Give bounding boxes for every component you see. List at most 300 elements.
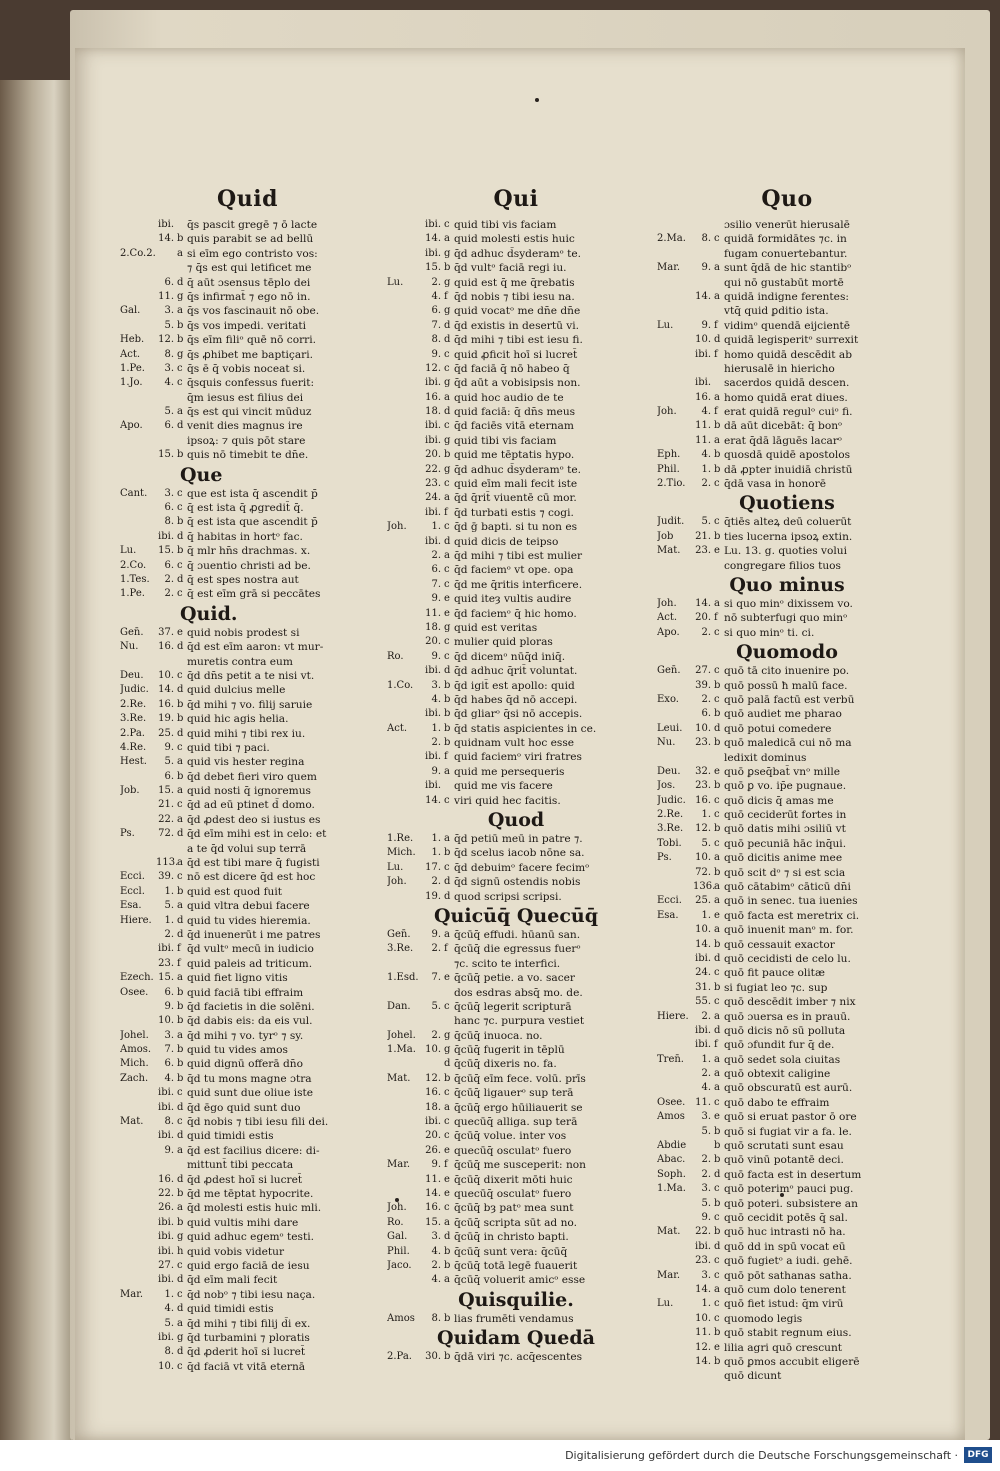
entry-text: quō cum dolo tenerent — [724, 1283, 846, 1296]
entry-text: quō tā cito inuenire po. — [724, 665, 850, 678]
concordance-entry — [657, 1125, 917, 1139]
entry-text: q̄ est ista q̄ ꝓgredit̄ q̄. — [187, 502, 304, 515]
chapter-number: 9. — [164, 1144, 174, 1156]
column-title: Quo — [761, 186, 813, 212]
book-reference — [120, 405, 156, 419]
concordance-entry — [387, 1014, 645, 1028]
section-letter: d — [177, 1173, 184, 1185]
chapter-number: 5. — [701, 1125, 711, 1137]
chapter-number: 12. — [425, 362, 441, 374]
section-letter: g — [444, 247, 451, 259]
book-reference — [387, 693, 423, 707]
section-letter: b — [444, 1312, 451, 1324]
book-reference — [657, 679, 693, 693]
book-reference — [387, 635, 423, 649]
entry-text: quō dicunt — [724, 1370, 782, 1383]
chapter-number — [156, 655, 177, 669]
chapter-number: 31. — [695, 981, 711, 993]
book-reference — [387, 333, 423, 347]
entry-text: q̄ aūt ɔsensus tēplo dei — [187, 276, 311, 289]
entry-text: quid vocatᵒ me dn̄e dn̄e — [454, 305, 581, 318]
entry-text: quō si fugiat vir a fa. le. — [724, 1125, 852, 1138]
chapter-number: 11. — [695, 1327, 711, 1339]
chapter-number: 2. — [431, 737, 441, 749]
chapter-number: 10. — [695, 924, 711, 936]
concordance-entry — [657, 966, 917, 980]
section-letter: c — [177, 741, 183, 753]
section-letter: b — [444, 262, 451, 274]
entry-text: si quo minᵒ dixissem vo. — [724, 597, 853, 610]
concordance-entry — [657, 348, 917, 362]
entry-text: quid timidi estis — [187, 1130, 274, 1143]
section-letter: b — [177, 545, 184, 557]
entry-text: quō ceciderūt fortes in — [724, 809, 847, 822]
chapter-number: 2. — [701, 1010, 711, 1022]
concordance-entry — [657, 290, 917, 304]
section-letter: f — [177, 957, 181, 969]
book-reference — [120, 1331, 156, 1345]
chapter-number: 12. — [695, 823, 711, 835]
book-reference — [657, 880, 693, 894]
book-reference: Ps. — [120, 828, 135, 840]
entry-text: quid faciemᵒ viri fratres — [454, 751, 582, 764]
concordance-entry — [657, 1312, 917, 1326]
chapter-number: 1. — [164, 1288, 174, 1300]
chapter-number: ibi. — [425, 377, 441, 389]
section-letter: c — [714, 996, 720, 1008]
concordance-entry — [387, 1057, 645, 1071]
chapter-number: ibi. — [158, 943, 174, 955]
chapter-number: 22. — [425, 463, 441, 475]
entry-text: quid me tēptatis hypo. — [454, 449, 575, 462]
entry-text: q̄cūq̄ eīm fece. volū. prīs — [454, 1072, 586, 1085]
concordance-entry — [657, 304, 917, 318]
book-reference — [120, 942, 156, 956]
concordance-entry — [387, 1173, 645, 1187]
book-reference: 1.Tes. — [120, 573, 150, 585]
book-reference — [120, 1000, 156, 1014]
chapter-number: 2. — [431, 876, 441, 888]
book-reference — [657, 362, 693, 376]
concordance-entry — [657, 333, 917, 347]
concordance-entry — [657, 544, 917, 558]
concordance-entry — [120, 434, 375, 448]
entry-text: q̄d signū ostendis nobis — [454, 876, 581, 889]
chapter-number: 7. — [431, 972, 441, 984]
entry-text: viri quid hec facitis. — [454, 794, 561, 807]
section-letter: a — [714, 895, 720, 907]
section-letter: a — [177, 1144, 183, 1156]
entry-text: q̄cūq̄ fugerit in tēplū — [454, 1044, 565, 1057]
section-heading: Quomodo — [736, 641, 838, 664]
section-letter: c — [714, 233, 720, 245]
entry-text: q̄d turbati estis ⁊ cogi. — [454, 506, 574, 519]
section-letter: d — [444, 406, 451, 418]
chapter-number: ibi. — [425, 420, 441, 432]
concordance-entry — [657, 419, 917, 433]
concordance-entry — [120, 448, 375, 462]
concordance-entry — [657, 1225, 917, 1239]
chapter-number: 11. — [695, 420, 711, 432]
entry-text: q̄d ēgo quid sunt duo — [187, 1101, 301, 1114]
section-letter: d — [444, 319, 451, 331]
entry-text: quid tibi vis faciam — [454, 434, 557, 447]
chapter-number: 7. — [431, 578, 441, 590]
entry-text: dos esdras absq̄ mo. de. — [454, 986, 583, 999]
concordance-entry — [657, 611, 917, 625]
chapter-number: 11. — [425, 607, 441, 619]
chapter-number: 14. — [425, 233, 441, 245]
concordance-entry — [120, 1086, 375, 1100]
chapter-number: 10. — [158, 1360, 174, 1372]
section-letter: g — [444, 377, 451, 389]
book-reference — [120, 218, 156, 232]
section-letter: c — [444, 1202, 450, 1214]
entry-text: quid vis hester regina — [187, 756, 305, 769]
entry-text: quid est veritas — [454, 621, 538, 634]
chapter-number: 11. — [695, 434, 711, 446]
section-letter: b — [714, 530, 721, 542]
section-letter: d — [714, 334, 721, 346]
book-reference: Lu. — [387, 276, 404, 288]
chapter-number: 3. — [431, 1231, 441, 1243]
book-reference: Nu. — [120, 641, 139, 653]
concordance-entry — [120, 827, 375, 841]
section-letter — [714, 751, 724, 765]
chapter-number: 3. — [164, 487, 174, 499]
entry-text: nō subterfugi quo minᵒ — [724, 612, 848, 625]
entry-text: q̄m iesus est filius dei — [187, 391, 304, 404]
chapter-number: 12. — [425, 1072, 441, 1084]
chapter-number: 16. — [695, 391, 711, 403]
chapter-number: 5. — [701, 837, 711, 849]
concordance-entry — [387, 736, 645, 750]
chapter-number — [156, 1158, 177, 1172]
section-letter: c — [714, 665, 720, 677]
book-reference — [387, 621, 423, 635]
chapter-number: 5. — [164, 1317, 174, 1329]
section-letter: b — [714, 1226, 721, 1238]
concordance-entry — [387, 1230, 645, 1244]
chapter-number: ibi. — [158, 1216, 174, 1228]
chapter-number: 10. — [695, 334, 711, 346]
chapter-number — [693, 247, 714, 261]
concordance-entry — [120, 319, 375, 333]
chapter-number: 7. — [431, 319, 441, 331]
chapter-number: 1. — [164, 914, 174, 926]
section-letter — [177, 1158, 187, 1172]
section-letter: d — [444, 1231, 451, 1243]
concordance-entry — [657, 808, 917, 822]
chapter-number: 2. — [164, 573, 174, 585]
entry-text: quō dd in spū vocat eū — [724, 1240, 846, 1253]
column-title: Quid — [217, 186, 278, 212]
entry-text: nō est dicere q̄d est hoc — [187, 871, 316, 884]
chapter-number: 3. — [431, 679, 441, 691]
book-reference — [657, 751, 693, 765]
section-letter: c — [177, 588, 183, 600]
entry-text: q̄cūq̄ volue. inter vos — [454, 1130, 567, 1143]
book-reference: Hiere. — [657, 1010, 689, 1022]
chapter-number: 8. — [164, 1346, 174, 1358]
entry-text: quō scrutati sunt esau — [724, 1140, 844, 1153]
entry-text: quō ɔfundit fur q̄ de. — [724, 1039, 835, 1052]
section-letter: b — [177, 1072, 184, 1084]
concordance-entry — [657, 1197, 917, 1211]
entry-text: q̄d mihi ⁊ tibi est mulier — [454, 549, 583, 562]
section-letter: c — [714, 1269, 720, 1281]
entry-text: erat q̄dā lāguēs lacarᵒ — [724, 434, 843, 447]
entry-text: quō cātabimᵒ cāticū dn̄i — [724, 881, 851, 894]
section-letter: a — [177, 972, 183, 984]
entry-text: q̄cūq̄ effudi. hūanū san. — [454, 928, 581, 941]
concordance-entry — [387, 376, 645, 390]
entry-text: dā aūt dicebāt: q̄ bonᵒ — [724, 420, 843, 433]
concordance-entry — [657, 1341, 917, 1355]
entry-text: quid est q̄ me q̄rebatis — [454, 276, 575, 289]
section-letter: b — [714, 866, 721, 878]
entry-text: ⁊ q̄s est qui letificet me — [187, 262, 312, 275]
book-reference — [120, 319, 156, 333]
section-letter — [444, 779, 454, 793]
concordance-entry — [657, 261, 917, 275]
chapter-number: 37. — [158, 626, 174, 638]
concordance-entry — [120, 261, 375, 275]
section-letter: c — [714, 837, 720, 849]
book-reference: 1.Ma. — [387, 1044, 416, 1056]
ink-dot — [535, 98, 539, 102]
section-letter: b — [444, 737, 451, 749]
book-reference — [657, 333, 693, 347]
chapter-number: 5. — [701, 516, 711, 528]
entry-text: q̄ est eīm grā si peccātes — [187, 588, 321, 601]
section-letter: a — [714, 597, 720, 609]
chapter-number: 21. — [695, 530, 711, 542]
entry-text: quō dicitis anime mee — [724, 852, 843, 865]
concordance-entry — [120, 1345, 375, 1359]
chapter-number: ibi. — [425, 434, 441, 446]
concordance-entry — [120, 971, 375, 985]
book-reference: Eph. — [657, 449, 681, 461]
entry-text: ledixit dominus — [724, 751, 807, 764]
entry-text: q̄d faciēs vitā eternam — [454, 420, 574, 433]
chapter-number: 5. — [164, 406, 174, 418]
book-reference — [387, 419, 423, 433]
concordance-entry — [387, 957, 645, 971]
book-reference: Tren̄. — [657, 1053, 684, 1065]
book-reference: Ecci. — [657, 895, 682, 907]
entry-text: quid adhuc egemᵒ testi. — [187, 1231, 314, 1244]
book-reference: Act. — [120, 348, 141, 360]
book-reference — [120, 1230, 156, 1244]
book-reference: Zach. — [120, 1072, 149, 1084]
section-letter: a — [714, 881, 720, 893]
concordance-entry — [657, 794, 917, 808]
book-reference — [387, 1173, 423, 1187]
section-letter: c — [177, 377, 183, 389]
chapter-number: 3. — [164, 362, 174, 374]
section-letter: c — [714, 1312, 720, 1324]
concordance-entry — [120, 885, 375, 899]
chapter-number — [693, 1139, 714, 1153]
concordance-entry — [387, 750, 645, 764]
section-letter: d — [444, 665, 451, 677]
book-reference — [387, 247, 423, 261]
book-reference: Hest. — [120, 756, 147, 768]
book-reference — [657, 981, 693, 995]
book-reference: Esa. — [120, 900, 142, 912]
section-letter: d — [177, 1101, 184, 1113]
entry-text: mittunt̄ tibi peccata — [187, 1159, 294, 1172]
concordance-entry — [120, 1273, 375, 1287]
book-reference: Amos. — [120, 1044, 152, 1056]
book-reference: Lu. — [387, 861, 404, 873]
section-letter: e — [177, 626, 183, 638]
concordance-entry — [657, 722, 917, 736]
book-reference: Judit. — [657, 516, 685, 528]
concordance-entry — [657, 664, 917, 678]
entry-text: lilia agri quō crescunt — [724, 1341, 843, 1354]
entry-text: q̄d aūt a vobisipsis non. — [454, 377, 581, 390]
section-heading: Quicūq̄ Quecūq̄ — [434, 904, 598, 927]
entry-text: q̄d me tēptat hypocrite. — [187, 1188, 314, 1200]
entry-text: q̄s vos impedi. veritati — [187, 319, 307, 332]
entry-text: quō fit pauce olitæ — [724, 967, 825, 980]
entry-text: q̄d mihi ⁊ tibi est iesu fi. — [454, 334, 583, 347]
book-reference — [387, 1187, 423, 1201]
concordance-entry — [120, 784, 375, 798]
section-letter — [177, 391, 187, 405]
book-reference: Mat. — [657, 1226, 681, 1238]
chapter-number: 3. — [164, 305, 174, 317]
entry-text: quō fiet istud: q̄m virū — [724, 1298, 844, 1311]
section-letter: d — [177, 641, 184, 653]
entry-text: vtq̄ quid ꝑditio ista. — [724, 305, 829, 318]
chapter-number: 9. — [164, 1000, 174, 1012]
chapter-number: 9. — [431, 593, 441, 605]
book-reference — [387, 290, 423, 304]
book-reference: Abdie — [657, 1140, 687, 1152]
concordance-entry — [657, 995, 917, 1009]
section-letter — [177, 261, 187, 275]
chapter-number: ibi. — [158, 1245, 174, 1257]
book-reference: Mich. — [387, 847, 416, 859]
section-letter: b — [444, 847, 451, 859]
book-reference — [387, 348, 423, 362]
chapter-number: ibi. — [425, 247, 441, 259]
chapter-number: 4. — [431, 1245, 441, 1257]
concordance-entry — [657, 1038, 917, 1052]
book-reference — [120, 842, 156, 856]
book-reference — [387, 477, 423, 491]
entry-text: quid est quod fuit — [187, 885, 282, 898]
section-letter: c — [177, 1259, 183, 1271]
chapter-number: 1. — [431, 847, 441, 859]
concordance-entry — [387, 276, 645, 290]
book-reference — [387, 261, 423, 275]
book-reference: Exo. — [657, 693, 679, 705]
section-letter: d — [177, 828, 184, 840]
entry-text: q̄d nobis ⁊ tibi iesu fili dei. — [187, 1116, 329, 1129]
concordance-entry — [120, 1101, 375, 1115]
book-reference — [120, 1216, 156, 1230]
entry-text: q̄d tu mons magne ɔtra — [187, 1072, 312, 1085]
book-reference — [387, 549, 423, 563]
chapter-number — [156, 247, 177, 261]
section-letter: b — [177, 334, 184, 346]
entry-text: quid ꝓficit hoī si lucret̄ — [454, 348, 578, 361]
entry-text: q̄dā vasa in honorē — [724, 478, 826, 491]
section-letter: e — [714, 1111, 720, 1123]
entry-text: q̄d eīm mali fecit — [187, 1274, 278, 1287]
entry-text: sacerdos quidā descen. — [724, 377, 850, 390]
chapter-number: 2. — [164, 928, 174, 940]
entry-text: q̄s infirmat̄ ⁊ ego nō in. — [187, 290, 311, 303]
entry-text: q̄d dn̄s petit a te nisi vt. — [187, 669, 315, 682]
concordance-entry — [657, 894, 917, 908]
book-reference — [657, 304, 693, 318]
book-reference: Judic. — [657, 794, 686, 806]
section-letter: b — [714, 981, 721, 993]
column-quid — [120, 186, 375, 1374]
section-letter: a — [177, 857, 183, 869]
concordance-entry — [387, 218, 645, 232]
section-letter: g — [177, 290, 184, 302]
chapter-number: 6. — [431, 305, 441, 317]
book-reference: Ro. — [387, 650, 404, 662]
chapter-number: 23. — [425, 478, 441, 490]
section-letter: a — [444, 1216, 450, 1228]
entry-text: q̄d est facilius dicere: di- — [187, 1144, 320, 1157]
book-reference: Apo. — [657, 626, 680, 638]
section-letter: g — [444, 463, 451, 475]
concordance-entry — [387, 693, 645, 707]
entry-text: quō poterimᵒ pauci pug. — [724, 1183, 854, 1196]
entry-text: q̄cūq̄ totā legē fuauerit — [454, 1259, 578, 1272]
chapter-number: 20. — [425, 1130, 441, 1142]
concordance-entry — [657, 909, 917, 923]
section-letter: c — [444, 521, 450, 533]
entry-text: quidnam vult hoc esse — [454, 737, 575, 750]
book-reference: Ezech. — [120, 972, 154, 984]
concordance-entry — [120, 247, 375, 261]
chapter-number: 32. — [695, 765, 711, 777]
chapter-number: 2. — [164, 588, 174, 600]
concordance-entry — [657, 981, 917, 995]
chapter-number — [423, 957, 444, 971]
section-letter: g — [444, 434, 451, 446]
concordance-entry — [387, 1187, 645, 1201]
chapter-number: 9. — [431, 928, 441, 940]
section-letter — [714, 376, 724, 390]
entry-text: quid vltra debui facere — [187, 900, 310, 913]
book-reference: 2.Pa. — [387, 1351, 412, 1363]
section-letter: b — [714, 737, 721, 749]
book-reference — [657, 290, 693, 304]
entry-text: homo quidā erat diues. — [724, 391, 848, 404]
concordance-entry — [120, 1230, 375, 1244]
section-letter: g — [444, 621, 451, 633]
concordance-entry — [387, 491, 645, 505]
section-letter: c — [714, 1183, 720, 1195]
entry-text: homo quidā descēdit ab — [724, 348, 853, 361]
entry-text: q̄d adhuc d̄syderamᵒ te. — [454, 247, 581, 260]
entry-text: quid dignū offerā dn̄o — [187, 1058, 304, 1071]
section-letter: c — [177, 1360, 183, 1372]
chapter-number: 14. — [425, 794, 441, 806]
chapter-number: 4. — [164, 377, 174, 389]
chapter-number: 113. — [156, 857, 179, 869]
